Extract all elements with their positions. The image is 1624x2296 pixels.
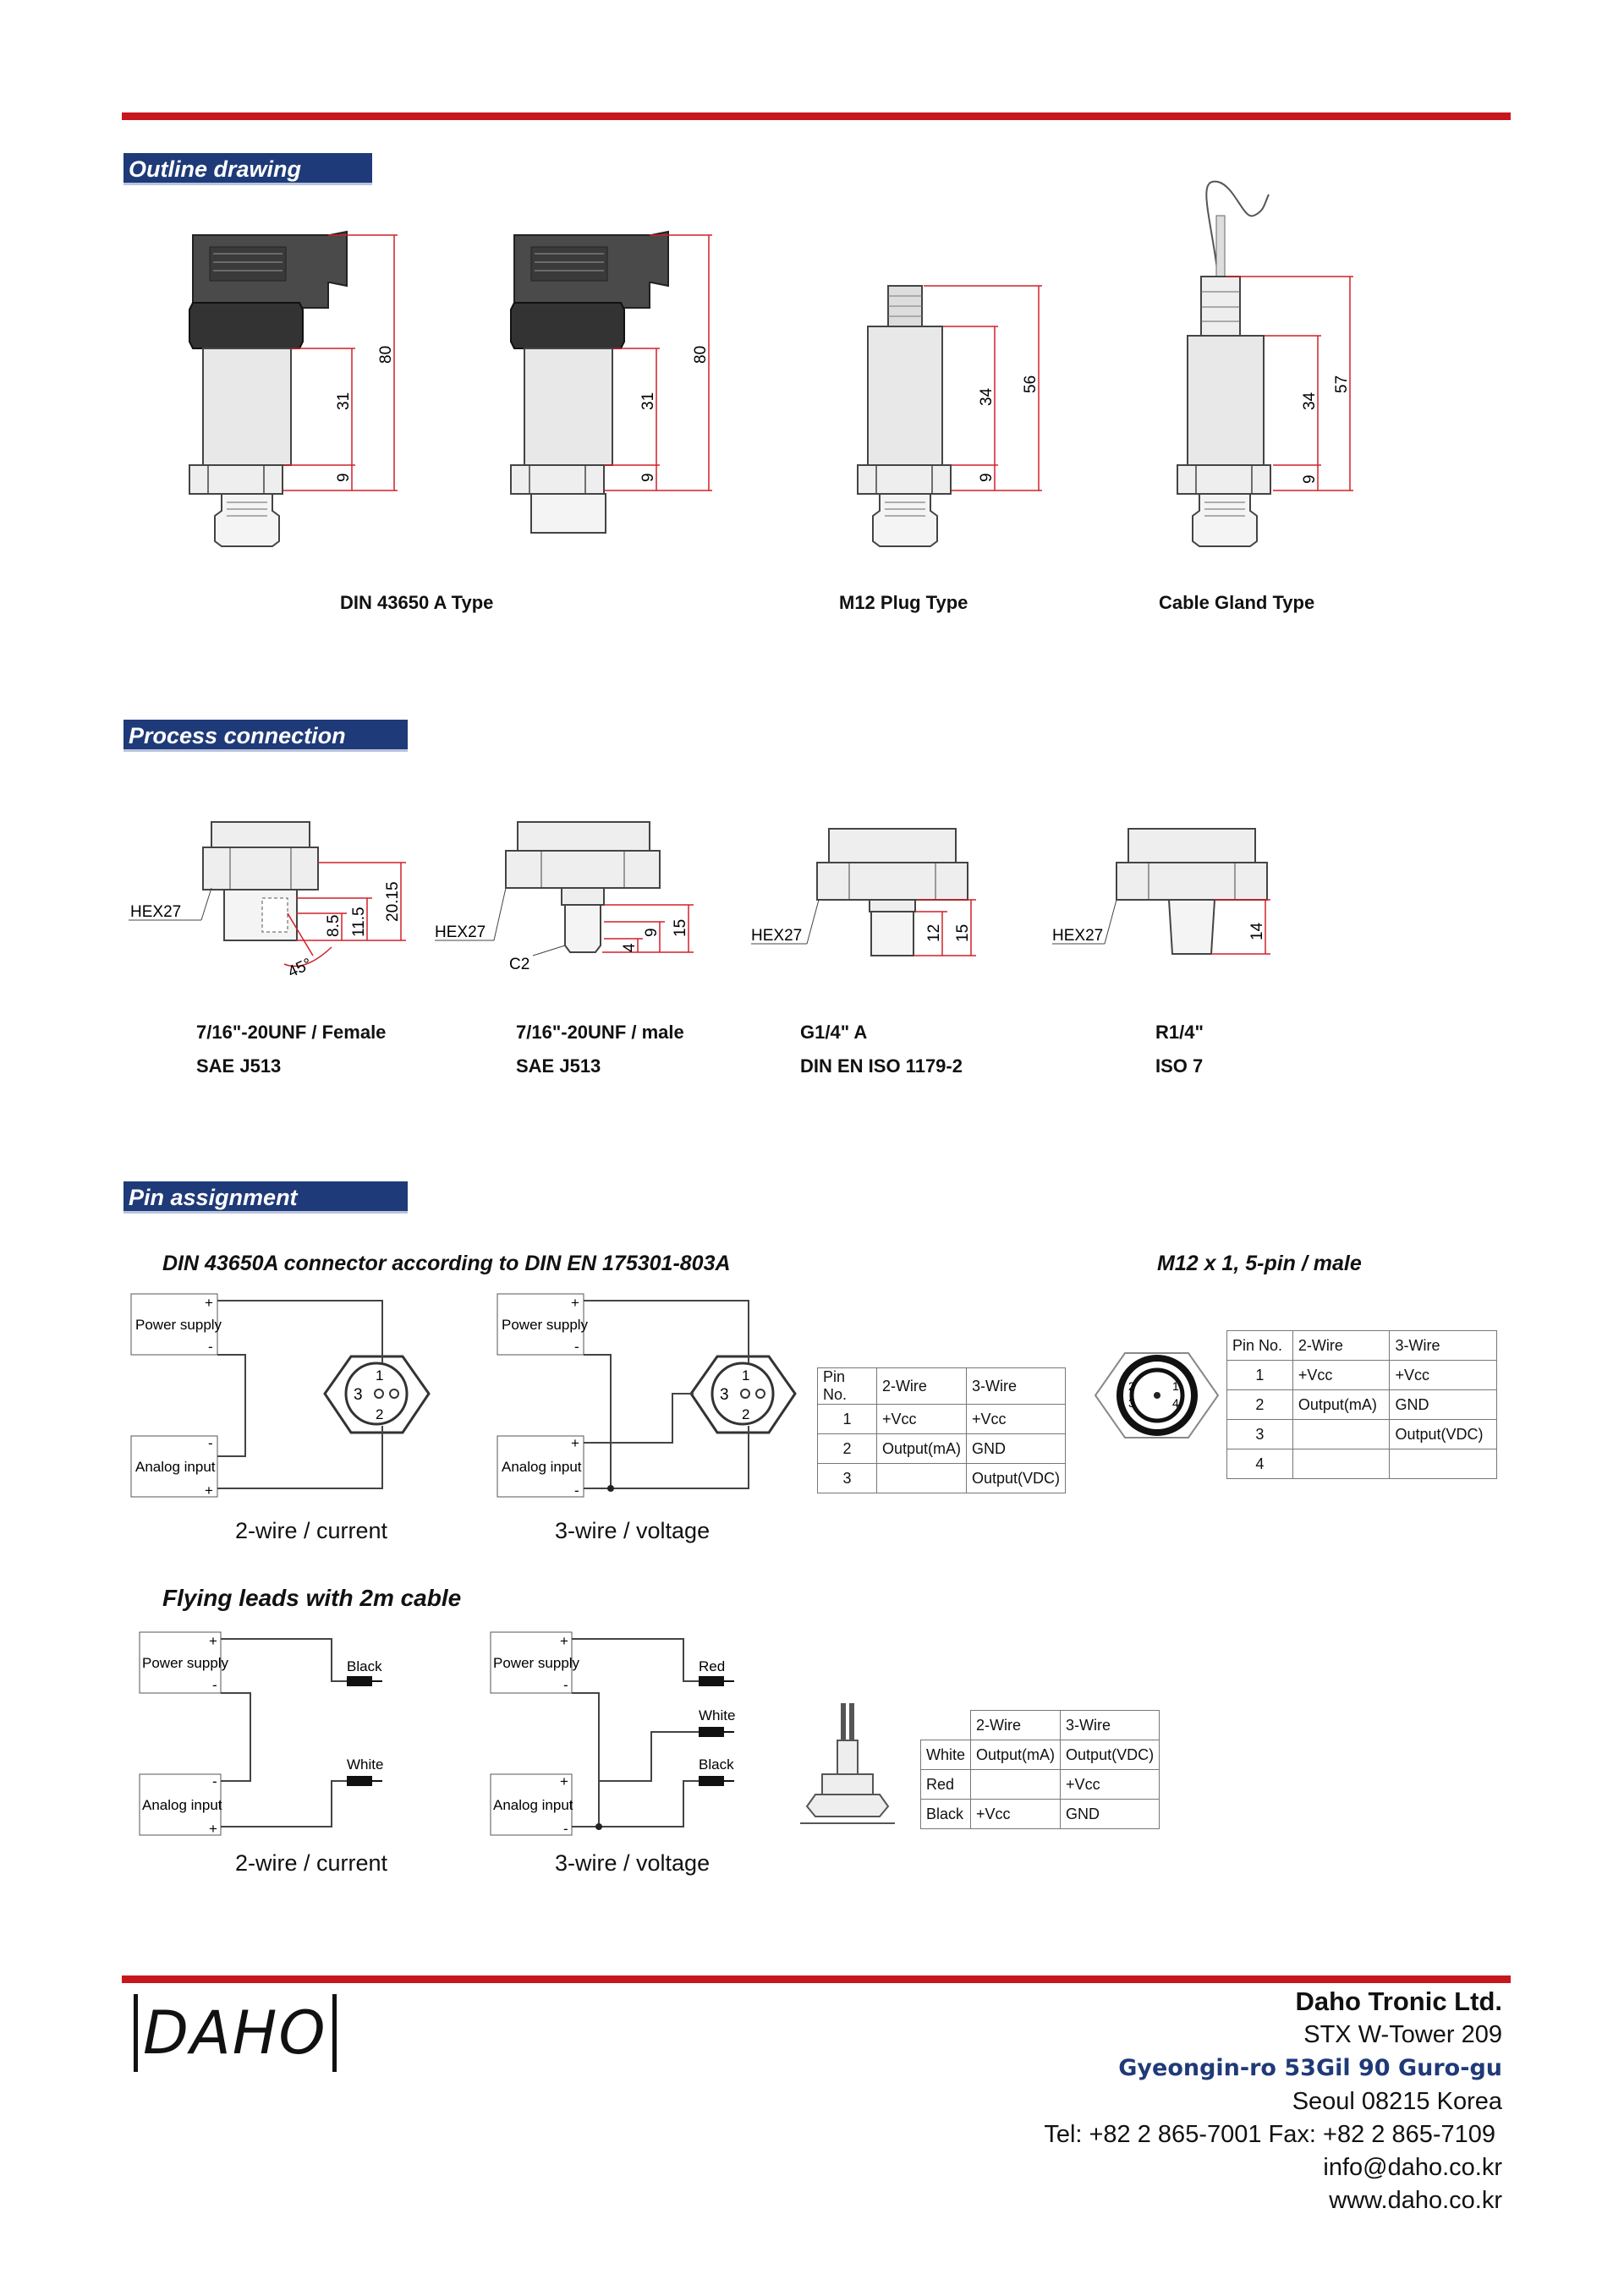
svg-text:14: 14 <box>1248 922 1266 940</box>
svg-text:12: 12 <box>925 923 943 942</box>
svg-text:Analog input: Analog input <box>493 1797 573 1813</box>
process-label-4-line2: ISO 7 <box>1155 1055 1204 1077</box>
svg-text:3: 3 <box>354 1386 363 1404</box>
flying-2wire-caption: 2-wire / current <box>235 1850 388 1876</box>
svg-text:Black: Black <box>347 1658 382 1674</box>
footer-line-4: Tel: +82 2 865-7001 Fax: +82 2 865-7109 <box>1044 2121 1495 2148</box>
svg-text:HEX27: HEX27 <box>1052 927 1104 945</box>
svg-text:Black: Black <box>699 1756 734 1773</box>
caption-cable-gland: Cable Gland Type <box>1159 592 1315 613</box>
svg-text:-: - <box>574 1482 579 1499</box>
flying-leads-title: Flying leads with 2m cable <box>162 1585 462 1611</box>
footer-line-3: Seoul 08215 Korea <box>1292 2088 1502 2115</box>
svg-text:-: - <box>563 1821 568 1837</box>
svg-text:Power supply: Power supply <box>135 1317 222 1333</box>
svg-text:56: 56 <box>1022 375 1040 393</box>
svg-text:2: 2 <box>376 1406 384 1422</box>
svg-text:+: + <box>205 1482 213 1499</box>
svg-text:Power supply: Power supply <box>502 1317 589 1333</box>
svg-text:45°: 45° <box>285 955 315 982</box>
svg-text:-: - <box>208 1339 213 1355</box>
svg-text:15: 15 <box>954 923 972 942</box>
process-label-2-line2: SAE J513 <box>516 1055 601 1077</box>
svg-text:4: 4 <box>621 943 639 952</box>
m12-pin-table: Pin No. 2-Wire 3-Wire 1 +Vcc +Vcc 2 Output(mA) GND 3 Output(VDC) 4 <box>1226 1330 1497 1479</box>
process-g14 <box>751 829 976 956</box>
svg-text:80: 80 <box>692 345 710 364</box>
svg-text:4: 4 <box>1172 1396 1179 1410</box>
footer-red-rule <box>122 1975 1511 1983</box>
process-label-3-line1: G1/4" A <box>800 1022 868 1043</box>
footer-website-link[interactable]: www.daho.co.kr <box>1329 2187 1502 2214</box>
footer-email-link[interactable]: info@daho.co.kr <box>1323 2154 1502 2181</box>
svg-text:8.5: 8.5 <box>325 914 343 937</box>
din-connector-title: DIN 43650A connector according to DIN EN 175301-803A <box>162 1252 731 1275</box>
footer-company: Daho Tronic Ltd. <box>1295 1986 1502 2016</box>
svg-text:31: 31 <box>639 392 657 410</box>
svg-text:2: 2 <box>1128 1379 1135 1393</box>
svg-text:-: - <box>212 1677 217 1693</box>
section-title-outline: Outline drawing <box>123 153 372 185</box>
section-title-pin: Pin assignment <box>123 1181 408 1214</box>
svg-text:+: + <box>560 1633 568 1649</box>
svg-text:1: 1 <box>1172 1379 1179 1393</box>
svg-text:C2: C2 <box>509 956 530 973</box>
svg-text:34: 34 <box>978 387 996 406</box>
process-label-1-line2: SAE J513 <box>196 1055 282 1077</box>
daho-logo: DAHO <box>134 1994 337 2072</box>
svg-text:3: 3 <box>720 1386 729 1404</box>
m12-connector-title: M12 x 1, 5-pin / male <box>1157 1252 1362 1275</box>
svg-text:11.5: 11.5 <box>350 907 368 937</box>
svg-text:80: 80 <box>377 345 395 364</box>
svg-text:20.15: 20.15 <box>384 881 402 922</box>
svg-text:-: - <box>574 1339 579 1355</box>
svg-text:HEX27: HEX27 <box>435 923 486 941</box>
flying-lead-sensor-icon <box>800 1703 895 1823</box>
din-2wire-caption: 2-wire / current <box>235 1518 388 1543</box>
din-3wire-caption: 3-wire / voltage <box>555 1518 710 1543</box>
svg-text:+: + <box>571 1435 579 1451</box>
svg-text:Power supply: Power supply <box>142 1655 229 1671</box>
process-label-1-line1: 7/16"-20UNF / Female <box>196 1022 387 1043</box>
svg-text:-: - <box>208 1435 213 1451</box>
svg-text:31: 31 <box>335 392 353 410</box>
svg-text:Analog input: Analog input <box>502 1459 582 1475</box>
flying-2wire-diagram <box>140 1632 383 1837</box>
svg-text:1: 1 <box>376 1367 384 1384</box>
caption-m12: M12 Plug Type <box>839 592 968 613</box>
svg-text:15: 15 <box>672 918 689 937</box>
outline-drawings <box>0 0 1624 592</box>
din-3wire-diagram <box>497 1294 795 1499</box>
din43650-drawing-2 <box>511 232 712 533</box>
svg-text:Red: Red <box>699 1658 726 1674</box>
svg-text:White: White <box>347 1756 384 1773</box>
footer-line-2: Gyeongin-ro 53Gil 90 Guro-gu <box>1118 2055 1502 2081</box>
svg-text:-: - <box>212 1773 217 1789</box>
m12-pin-diagram <box>1095 1353 1218 1438</box>
svg-text:Analog input: Analog input <box>142 1797 222 1813</box>
svg-text:1: 1 <box>742 1367 750 1384</box>
svg-text:+: + <box>205 1295 213 1311</box>
svg-text:+: + <box>209 1633 217 1649</box>
svg-text:9: 9 <box>335 473 353 482</box>
svg-text:HEX27: HEX27 <box>130 903 182 921</box>
cable-gland-drawing <box>1177 182 1353 546</box>
process-female <box>129 822 406 982</box>
process-r14 <box>1052 829 1270 954</box>
svg-text:White: White <box>699 1707 736 1723</box>
process-label-3-line2: DIN EN ISO 1179-2 <box>800 1055 963 1077</box>
svg-text:2: 2 <box>742 1406 750 1422</box>
footer-line-1: STX W-Tower 209 <box>1303 2021 1502 2048</box>
svg-text:57: 57 <box>1333 375 1351 393</box>
svg-text:+: + <box>560 1773 568 1789</box>
flying-3wire-diagram <box>491 1632 735 1837</box>
process-label-2-line1: 7/16"-20UNF / male <box>516 1022 684 1043</box>
caption-din43650: DIN 43650 A Type <box>340 592 494 613</box>
svg-text:Power supply: Power supply <box>493 1655 580 1671</box>
m12-plug-drawing <box>858 286 1042 546</box>
svg-text:+: + <box>571 1295 579 1311</box>
svg-text:Analog input: Analog input <box>135 1459 216 1475</box>
svg-text:9: 9 <box>978 473 996 482</box>
svg-text:34: 34 <box>1301 392 1319 410</box>
process-male <box>435 822 694 973</box>
svg-text:9: 9 <box>1301 474 1319 484</box>
din-pin-table: Pin No. 2-Wire 3-Wire 1 +Vcc +Vcc 2 Output(mA) GND 3 Output(VDC) <box>817 1367 1066 1493</box>
din43650-drawing-1 <box>189 232 398 546</box>
svg-text:HEX27: HEX27 <box>751 927 803 945</box>
process-label-4-line1: R1/4" <box>1155 1022 1204 1043</box>
svg-text:9: 9 <box>639 473 657 482</box>
svg-text:3: 3 <box>1128 1396 1135 1410</box>
flying-3wire-caption: 3-wire / voltage <box>555 1850 710 1876</box>
svg-text:9: 9 <box>643 928 661 937</box>
section-title-process: Process connection <box>123 720 408 752</box>
svg-text:-: - <box>563 1677 568 1693</box>
din-2wire-diagram <box>131 1294 429 1499</box>
flying-lead-diagrams <box>0 1624 1624 1852</box>
svg-text:+: + <box>209 1821 217 1837</box>
flying-lead-table: 2-Wire 3-Wire White Output(mA) Output(VDC) Red +Vcc Black +Vcc GND <box>920 1710 1160 1829</box>
